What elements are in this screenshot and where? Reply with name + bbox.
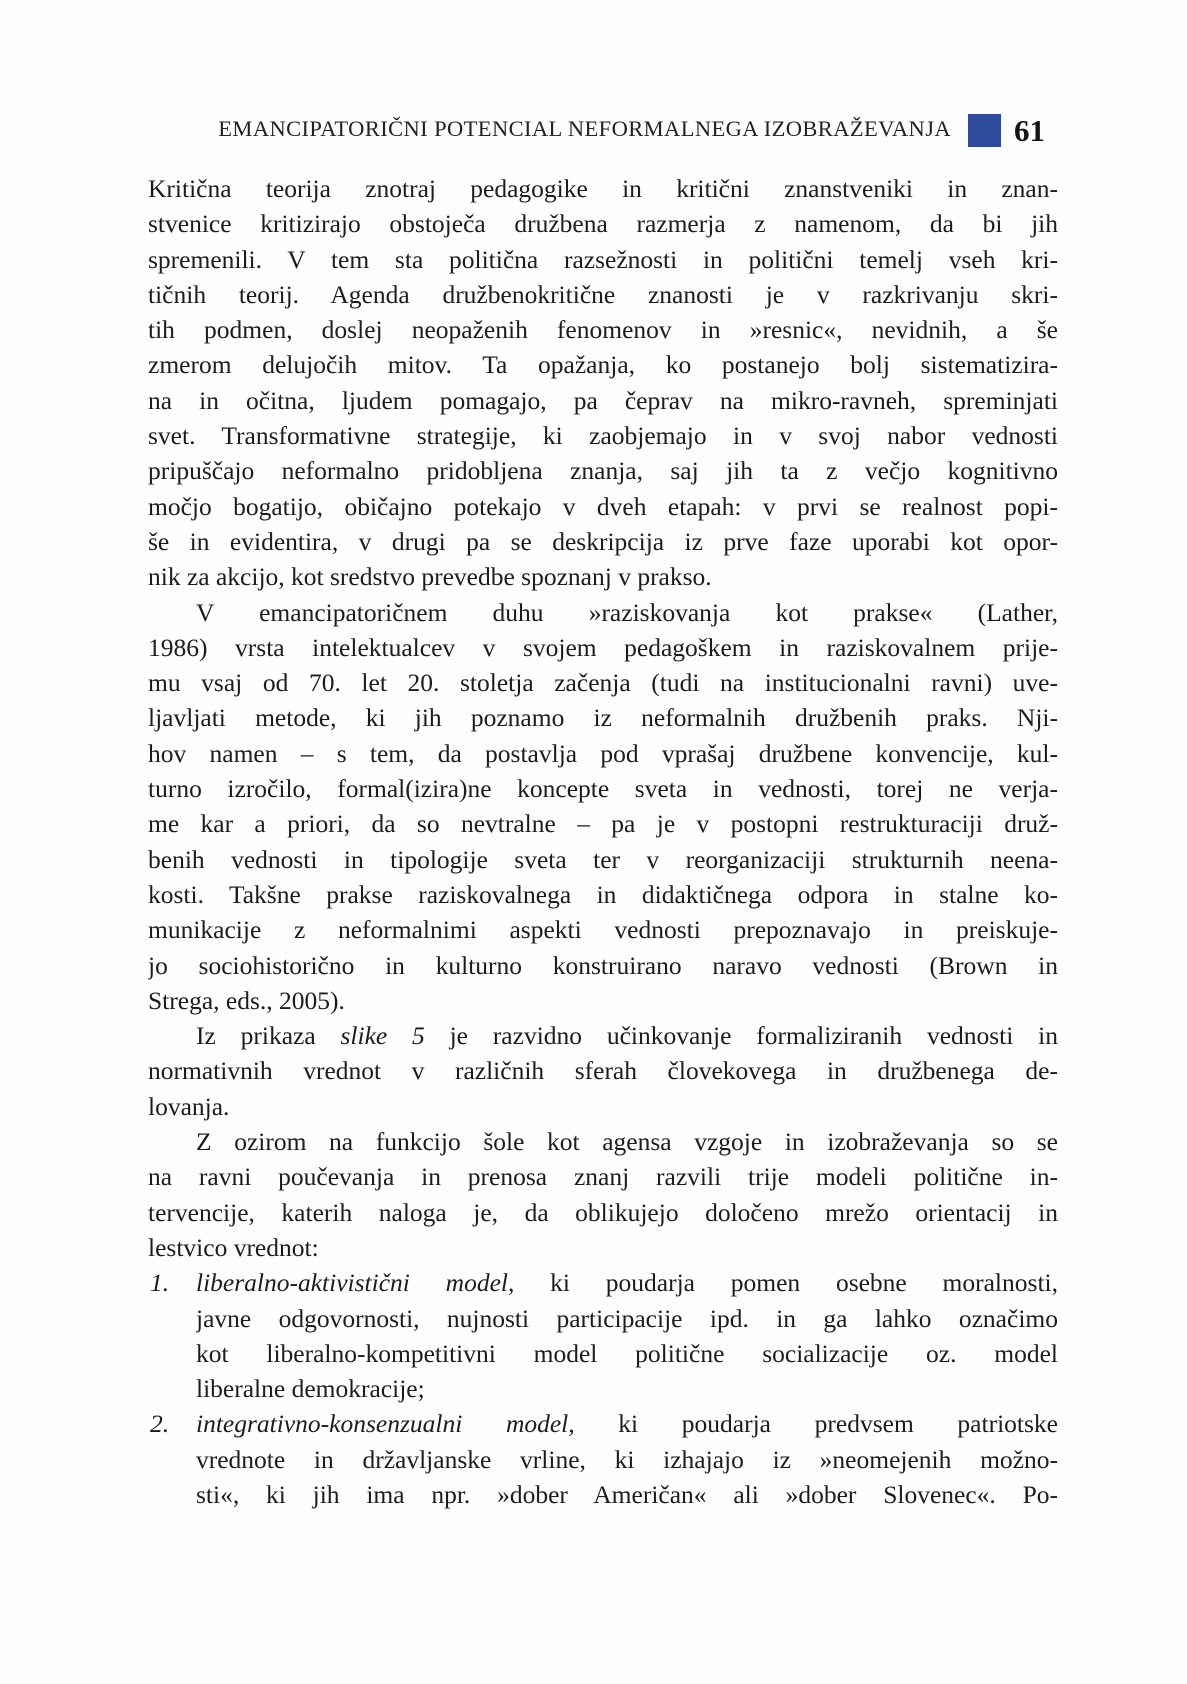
text-line [148, 842, 1058, 877]
italic-text-segment: integrativno-konsenzualni model, [196, 1409, 575, 1439]
text-segment: tičnih teorij. Agenda družbenokritične znanosti je v razkrivanju skri- [148, 279, 1058, 309]
italic-text-segment: slike 5 [340, 1021, 425, 1051]
italic-text-segment: liberalno-aktivistični model, [196, 1268, 515, 1298]
text-segment: vrednote in državljanske vrline, ki izhajajo iz »neomejenih možno- [196, 1444, 1058, 1474]
text-line [148, 347, 1058, 382]
text-line [196, 1336, 1058, 1371]
text-line [196, 1406, 1058, 1441]
text-line [148, 806, 1058, 841]
text-segment: kosti. Takšne prakse raziskovalnega in didaktičnega odpora in stalne ko- [148, 879, 1058, 909]
text-line [148, 559, 1058, 594]
text-segment: jo sociohistorično in kulturno konstruirano naravo vednosti (Brown in [148, 950, 1058, 980]
text-segment: na ravni poučevanja in prenosa znanj razvili trije modeli politične in- [148, 1162, 1058, 1192]
text-segment: 1986) vrsta intelektualcev v svojem pedagoškem in raziskovalnem prije- [148, 632, 1058, 662]
text-segment: stvenice kritizirajo obstoječa družbena razmerja z namenom, da bi jih [148, 209, 1058, 239]
paragraph [148, 595, 1058, 1019]
text-segment: pripuščajo neformalno pridobljena znanja, saj jih ta z večjo kognitivno [148, 456, 1058, 486]
text-segment: me kar a priori, da so nevtralne – pa je v postopni restrukturaciji druž- [148, 809, 1058, 839]
text-line [196, 1477, 1058, 1512]
text-line [148, 665, 1058, 700]
text-segment: ki poudarja pomen osebne moralnosti, [514, 1268, 1058, 1298]
text-segment: tervencije, katerih naloga je, da oblikujejo določeno mrežo orientacij in [148, 1197, 1058, 1227]
paragraph [148, 171, 1058, 595]
text-line [148, 453, 1058, 488]
text-line [148, 383, 1058, 418]
text-segment: Iz prikaza [196, 1021, 341, 1051]
list-marker: 2. [150, 1409, 170, 1439]
running-header [148, 114, 1045, 147]
paragraph [148, 1124, 1058, 1265]
text-segment: zmerom delujočih mitov. Ta opažanja, ko postanejo bolj sistematizira- [148, 350, 1058, 380]
text-segment: hov namen – s tem, da postavlja pod vprašaj družbene konvencije, kul- [148, 738, 1058, 768]
text-line [148, 736, 1058, 771]
text-line [196, 1301, 1058, 1336]
text-segment: mu vsaj od 70. let 20. stoletja začenja (tudi na institucionalni ravni) uve- [148, 668, 1058, 698]
text-line [196, 1371, 1058, 1406]
text-line [148, 1195, 1058, 1230]
text-line [148, 595, 1058, 630]
text-line [148, 242, 1058, 277]
text-segment: normativnih vrednot v različnih sferah človekovega in družbenega de- [148, 1056, 1058, 1086]
list-marker: 1. [150, 1268, 170, 1298]
text-line [148, 877, 1058, 912]
text-segment: liberalne demokracije; [196, 1374, 425, 1404]
text-line [148, 1018, 1058, 1053]
text-segment: tih podmen, doslej neopaženih fenomenov in »resnic«, nevidnih, a še [148, 315, 1058, 345]
text-segment: V emancipatoričnem duhu »raziskovanja kot prakse« (Lather, [196, 597, 1058, 627]
text-line [148, 312, 1058, 347]
text-line [148, 1159, 1058, 1194]
text-segment: še in evidentira, v drugi pa se deskripcija iz prve faze uporabi kot opor- [148, 526, 1058, 556]
text-line [148, 912, 1058, 947]
page-number: 61 [1014, 113, 1045, 148]
text-segment: kot liberalno-kompetitivni model politične socializacije oz. model [196, 1338, 1058, 1368]
text-segment: javne odgovornosti, nujnosti participacije ipd. in ga lahko označimo [196, 1303, 1058, 1333]
text-line [148, 524, 1058, 559]
text-segment: nik za akcijo, kot sredstvo prevedbe spoznanj v prakso. [148, 562, 712, 592]
text-segment: benih vednosti in tipologije sveta ter v reorganizaciji strukturnih neena- [148, 844, 1058, 874]
text-segment: svet. Transformativne strategije, ki zaobjemajo in v svoj nabor vednosti [148, 421, 1058, 451]
text-segment: spremenili. V tem sta politična razsežnosti in politični temelj vseh kri- [148, 244, 1058, 274]
text-segment: na in očitna, ljudem pomagajo, pa čeprav na mikro-ravneh, spreminjati [148, 385, 1058, 415]
text-line [148, 948, 1058, 983]
paragraph [148, 1018, 1058, 1124]
text-segment: turno izročilo, formal(izira)ne koncepte sveta in vednosti, torej ne verja- [148, 774, 1058, 804]
text-line [148, 489, 1058, 524]
text-line [148, 983, 1058, 1018]
text-segment: lestvico vrednot: [148, 1232, 319, 1262]
text-segment: je razvidno učinkovanje formaliziranih vednosti in [424, 1021, 1058, 1051]
text-segment: ki poudarja predvsem patriotske [574, 1409, 1058, 1439]
text-line [148, 171, 1058, 206]
text-segment: sti«, ki jih ima npr. »dober Američan« ali »dober Slovenec«. Po- [196, 1479, 1058, 1509]
text-segment: lovanja. [148, 1091, 230, 1121]
text-segment: Kritična teorija znotraj pedagogike in kritični znanstveniki in znan- [148, 174, 1058, 203]
text-line [196, 1442, 1058, 1477]
text-line [148, 1089, 1058, 1124]
text-line [148, 700, 1058, 735]
running-header-title: EMANCIPATORIČNI POTENCIAL NEFORMALNEGA IZOBRAŽEVANJA [218, 116, 951, 141]
text-segment: ljavljati metode, ki jih poznamo iz neformalnih družbenih praks. Nji- [148, 703, 1058, 733]
list-item [148, 1406, 1058, 1512]
text-line [148, 1230, 1058, 1265]
text-segment: Strega, eds., 2005). [148, 985, 345, 1015]
text-block [148, 171, 1058, 1512]
text-line [148, 1124, 1058, 1159]
text-line [148, 418, 1058, 453]
text-line [148, 1053, 1058, 1088]
text-line [148, 771, 1058, 806]
text-segment: močjo bogatijo, običajno potekajo v dveh etapah: v prvi se realnost popi- [148, 491, 1058, 521]
text-line [148, 206, 1058, 241]
accent-square [968, 114, 1001, 147]
text-segment: Z ozirom na funkcijo šole kot agensa vzgoje in izobraževanja so se [196, 1127, 1058, 1157]
list-item [148, 1265, 1058, 1406]
text-line [148, 277, 1058, 312]
text-line [148, 630, 1058, 665]
text-line [196, 1265, 1058, 1300]
text-segment: munikacije z neformalnimi aspekti vednosti prepoznavajo in preiskuje- [148, 915, 1058, 945]
